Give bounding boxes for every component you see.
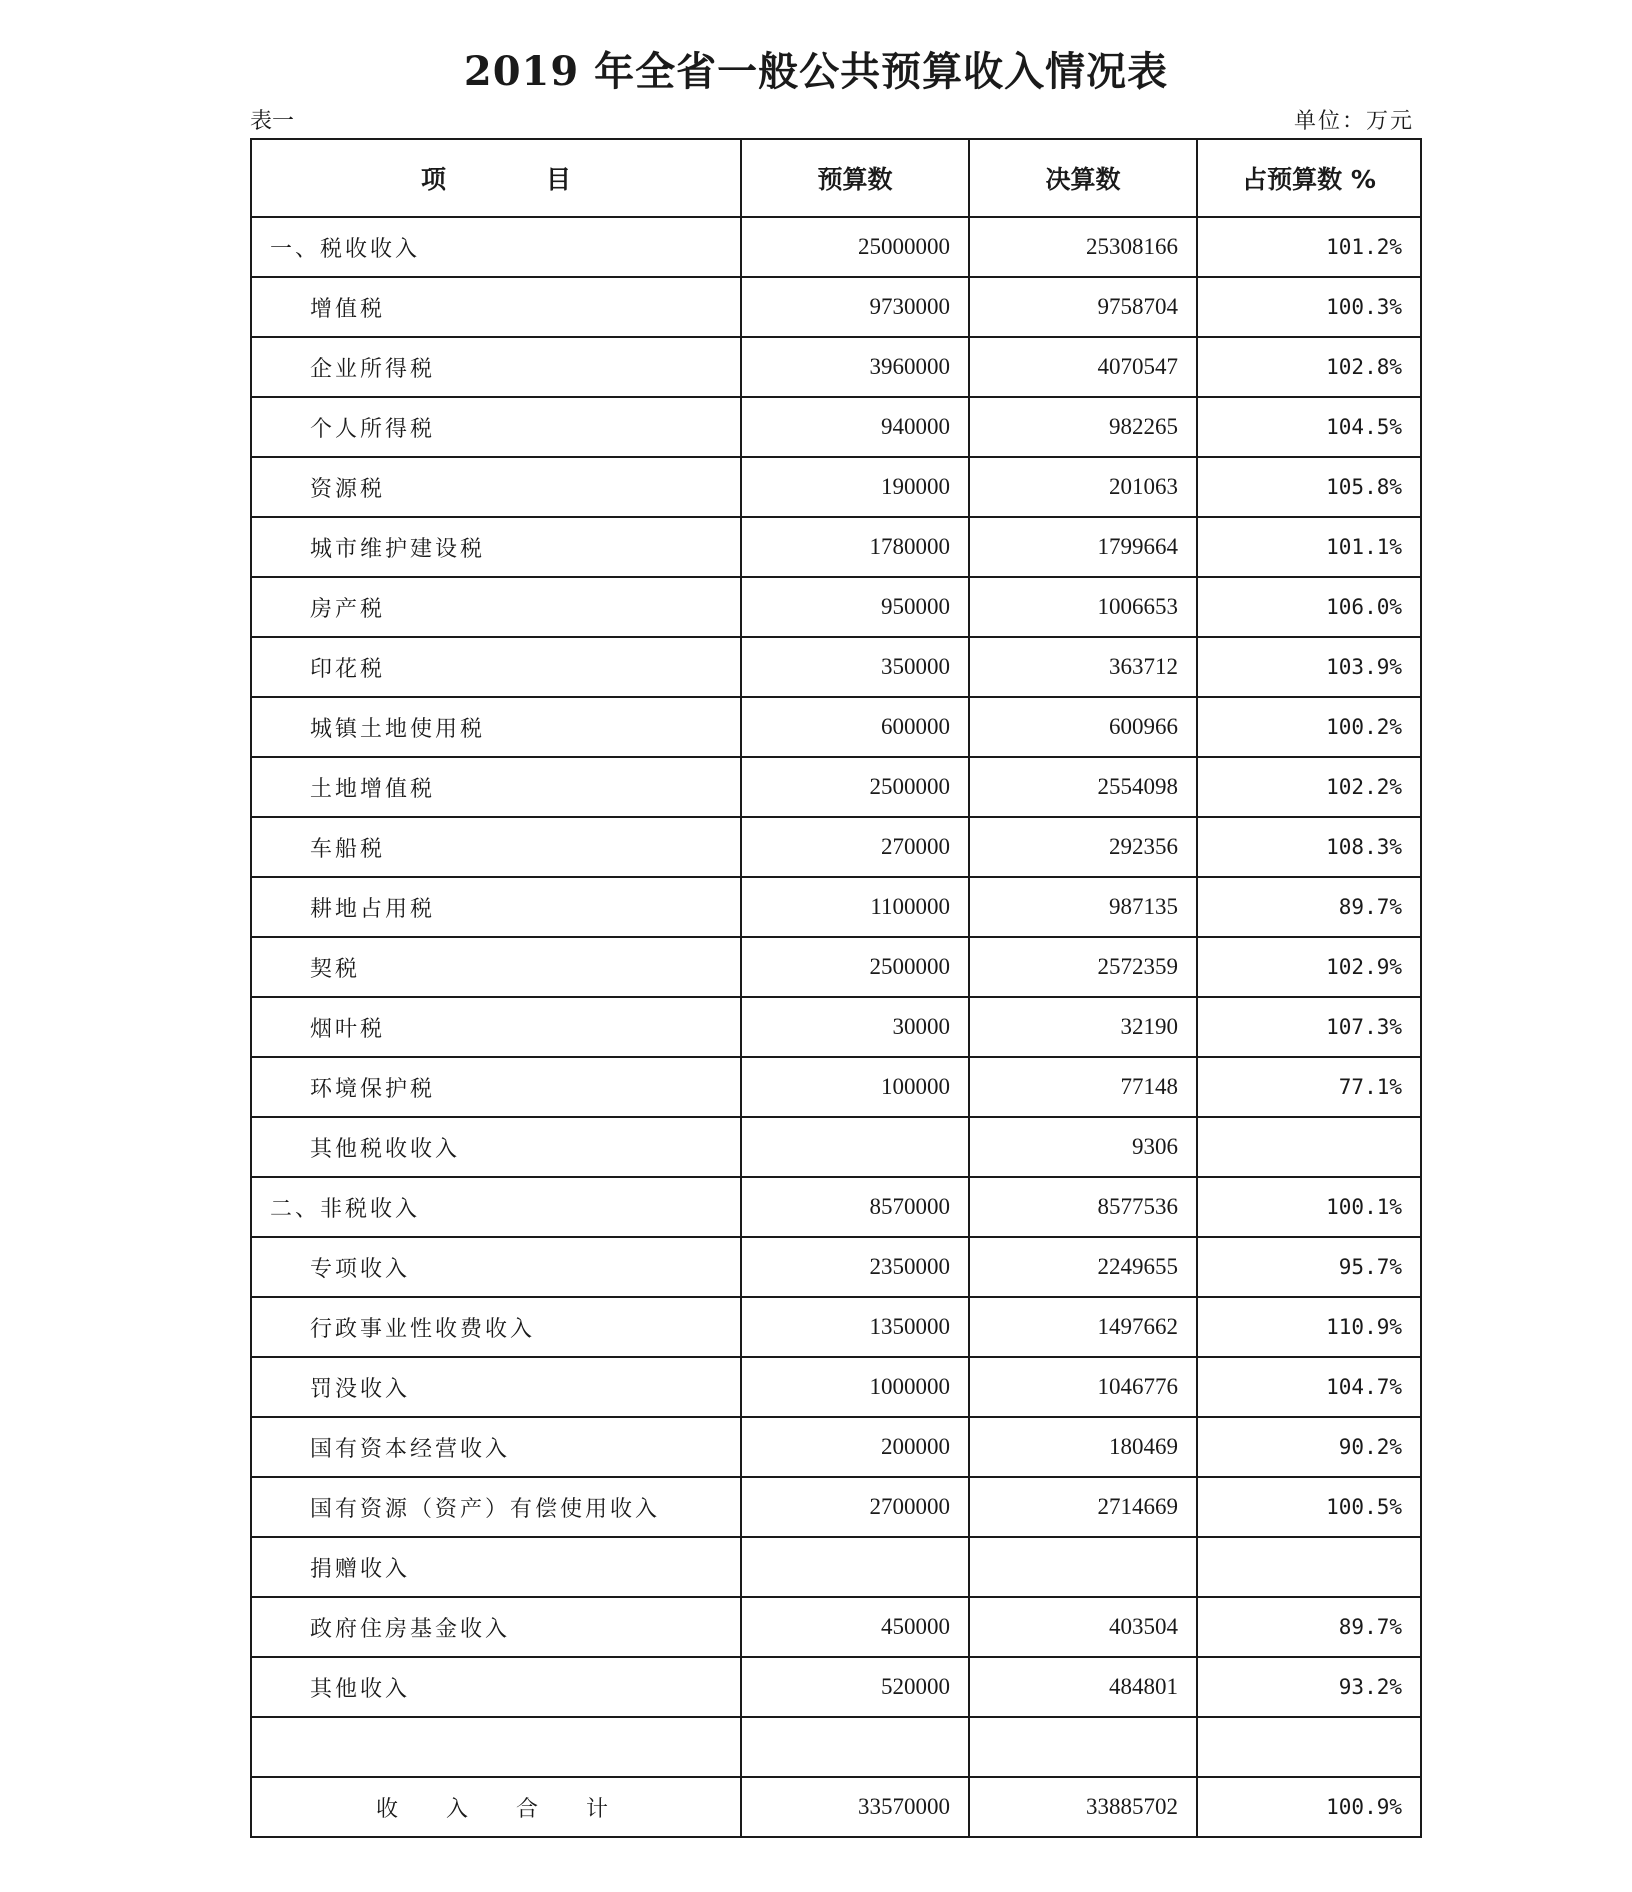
- row-actual-cell: 25308166: [969, 217, 1197, 277]
- row-item-cell: 土地增值税: [251, 757, 741, 817]
- table-row: [251, 817, 1421, 877]
- row-pct-cell: 106.0%: [1197, 577, 1421, 637]
- row-actual-cell: 9758704: [969, 277, 1197, 337]
- row-item-cell: 环境保护税: [251, 1057, 741, 1117]
- row-actual-cell: 403504: [969, 1597, 1197, 1657]
- row-pct-cell: 105.8%: [1197, 457, 1421, 517]
- row-item-cell: 行政事业性收费收入: [251, 1297, 741, 1357]
- row-item-cell: 增值税: [251, 277, 741, 337]
- row-item-cell: [251, 1717, 741, 1777]
- row-budget-cell: 200000: [741, 1417, 969, 1477]
- row-item-cell: 其他收入: [251, 1657, 741, 1717]
- row-pct-cell: 100.3%: [1197, 277, 1421, 337]
- row-budget-cell: 1000000: [741, 1357, 969, 1417]
- row-item-cell: 罚没收入: [251, 1357, 741, 1417]
- table-label: 表一: [250, 109, 295, 134]
- table-row: [251, 457, 1421, 517]
- row-budget-cell: 350000: [741, 637, 969, 697]
- row-actual-cell: 2249655: [969, 1237, 1197, 1297]
- table-row: [251, 277, 1421, 337]
- row-pct-cell: 107.3%: [1197, 997, 1421, 1057]
- table-row: [251, 1357, 1421, 1417]
- table-row: [251, 997, 1421, 1057]
- total-row: [251, 1777, 1421, 1837]
- row-budget-cell: 190000: [741, 457, 969, 517]
- row-pct-cell: 103.9%: [1197, 637, 1421, 697]
- table-row: [251, 577, 1421, 637]
- row-pct-cell: 101.1%: [1197, 517, 1421, 577]
- table-header-row: [251, 139, 1421, 217]
- row-item-cell: 政府住房基金收入: [251, 1597, 741, 1657]
- row-budget-cell: [741, 1537, 969, 1597]
- row-budget-cell: 8570000: [741, 1177, 969, 1237]
- row-item-cell: 房产税: [251, 577, 741, 637]
- row-budget-cell: 1100000: [741, 877, 969, 937]
- row-actual-cell: [969, 1717, 1197, 1777]
- row-actual-cell: 2714669: [969, 1477, 1197, 1537]
- header-actual: 决算数: [969, 139, 1197, 217]
- row-budget-cell: 940000: [741, 397, 969, 457]
- row-actual-cell: [969, 1537, 1197, 1597]
- row-pct-cell: 100.9%: [1197, 1777, 1421, 1837]
- table-row: [251, 1597, 1421, 1657]
- row-pct-cell: 89.7%: [1197, 1597, 1421, 1657]
- row-actual-cell: 1497662: [969, 1297, 1197, 1357]
- row-actual-cell: 9306: [969, 1117, 1197, 1177]
- row-budget-cell: 3960000: [741, 337, 969, 397]
- row-budget-cell: 2500000: [741, 757, 969, 817]
- header-pct: 占预算数 %: [1197, 139, 1421, 217]
- row-actual-cell: 600966: [969, 697, 1197, 757]
- row-item-cell: 车船税: [251, 817, 741, 877]
- row-pct-cell: 95.7%: [1197, 1237, 1421, 1297]
- row-item-cell: 专项收入: [251, 1237, 741, 1297]
- row-pct-cell: 104.7%: [1197, 1357, 1421, 1417]
- table-row: [251, 637, 1421, 697]
- row-item-cell: 捐赠收入: [251, 1537, 741, 1597]
- row-item-cell: 资源税: [251, 457, 741, 517]
- row-actual-cell: 8577536: [969, 1177, 1197, 1237]
- header-item: 项 目: [251, 139, 741, 217]
- row-budget-cell: 1780000: [741, 517, 969, 577]
- row-item-cell: 其他税收收入: [251, 1117, 741, 1177]
- table-row: [251, 1537, 1421, 1597]
- row-budget-cell: [741, 1717, 969, 1777]
- revenue-table: [250, 138, 1422, 1838]
- row-pct-cell: 104.5%: [1197, 397, 1421, 457]
- table-row: [251, 1117, 1421, 1177]
- row-budget-cell: 100000: [741, 1057, 969, 1117]
- table-row: [251, 1177, 1421, 1237]
- row-budget-cell: 2500000: [741, 937, 969, 997]
- table-row: [251, 337, 1421, 397]
- row-budget-cell: 270000: [741, 817, 969, 877]
- row-item-cell: 烟叶税: [251, 997, 741, 1057]
- row-pct-cell: 102.8%: [1197, 337, 1421, 397]
- row-actual-cell: 2572359: [969, 937, 1197, 997]
- row-actual-cell: 987135: [969, 877, 1197, 937]
- row-item-cell: 企业所得税: [251, 337, 741, 397]
- row-pct-cell: 101.2%: [1197, 217, 1421, 277]
- row-item-cell: 城镇土地使用税: [251, 697, 741, 757]
- row-budget-cell: 9730000: [741, 277, 969, 337]
- row-actual-cell: 4070547: [969, 337, 1197, 397]
- table-row: [251, 397, 1421, 457]
- unit-label: 单位：万元: [1293, 109, 1414, 134]
- row-item-cell: 印花税: [251, 637, 741, 697]
- row-actual-cell: 180469: [969, 1417, 1197, 1477]
- row-pct-cell: 89.7%: [1197, 877, 1421, 937]
- table-row: [251, 1057, 1421, 1117]
- row-actual-cell: 484801: [969, 1657, 1197, 1717]
- table-row: [251, 877, 1421, 937]
- table-row: [251, 697, 1421, 757]
- row-actual-cell: 1046776: [969, 1357, 1197, 1417]
- row-budget-cell: 2350000: [741, 1237, 969, 1297]
- row-pct-cell: 108.3%: [1197, 817, 1421, 877]
- row-actual-cell: 292356: [969, 817, 1197, 877]
- table-row: [251, 1657, 1421, 1717]
- row-item-cell: 耕地占用税: [251, 877, 741, 937]
- table-row: [251, 1297, 1421, 1357]
- table-row: [251, 757, 1421, 817]
- row-pct-cell: [1197, 1117, 1421, 1177]
- row-budget-cell: 950000: [741, 577, 969, 637]
- row-budget-cell: 1350000: [741, 1297, 969, 1357]
- row-pct-cell: 100.1%: [1197, 1177, 1421, 1237]
- table-row: [251, 937, 1421, 997]
- row-item-cell: 一、税收收入: [251, 217, 741, 277]
- row-pct-cell: [1197, 1537, 1421, 1597]
- row-item-cell: 城市维护建设税: [251, 517, 741, 577]
- row-actual-cell: 1799664: [969, 517, 1197, 577]
- row-item-cell: 二、非税收入: [251, 1177, 741, 1237]
- row-pct-cell: 102.9%: [1197, 937, 1421, 997]
- row-actual-cell: 201063: [969, 457, 1197, 517]
- row-budget-cell: 30000: [741, 997, 969, 1057]
- table-row: [251, 217, 1421, 277]
- table-row: [251, 517, 1421, 577]
- row-pct-cell: 77.1%: [1197, 1057, 1421, 1117]
- row-budget-cell: 33570000: [741, 1777, 969, 1837]
- row-budget-cell: 2700000: [741, 1477, 969, 1537]
- row-actual-cell: 32190: [969, 997, 1197, 1057]
- row-pct-cell: 102.2%: [1197, 757, 1421, 817]
- row-actual-cell: 363712: [969, 637, 1197, 697]
- table-row: [251, 1237, 1421, 1297]
- row-item-cell: 契税: [251, 937, 741, 997]
- row-actual-cell: 1006653: [969, 577, 1197, 637]
- row-pct-cell: 110.9%: [1197, 1297, 1421, 1357]
- header-budget: 预算数: [741, 139, 969, 217]
- table-row: [251, 1717, 1421, 1777]
- row-actual-cell: 2554098: [969, 757, 1197, 817]
- row-budget-cell: 520000: [741, 1657, 969, 1717]
- row-budget-cell: 450000: [741, 1597, 969, 1657]
- row-actual-cell: 982265: [969, 397, 1197, 457]
- row-actual-cell: 33885702: [969, 1777, 1197, 1837]
- row-budget-cell: 600000: [741, 697, 969, 757]
- row-item-cell: 国有资源（资产）有偿使用收入: [251, 1477, 741, 1537]
- row-pct-cell: 100.5%: [1197, 1477, 1421, 1537]
- table-row: [251, 1417, 1421, 1477]
- row-budget-cell: [741, 1117, 969, 1177]
- row-item-cell: 国有资本经营收入: [251, 1417, 741, 1477]
- row-pct-cell: 90.2%: [1197, 1417, 1421, 1477]
- row-item-cell: 个人所得税: [251, 397, 741, 457]
- row-item-cell: 收入合计: [251, 1777, 741, 1837]
- row-pct-cell: 100.2%: [1197, 697, 1421, 757]
- row-pct-cell: 93.2%: [1197, 1657, 1421, 1717]
- page-title: 2019 年全省一般公共预算收入情况表: [463, 48, 1169, 95]
- row-budget-cell: 25000000: [741, 217, 969, 277]
- row-actual-cell: 77148: [969, 1057, 1197, 1117]
- table-row: [251, 1477, 1421, 1537]
- row-pct-cell: [1197, 1717, 1421, 1777]
